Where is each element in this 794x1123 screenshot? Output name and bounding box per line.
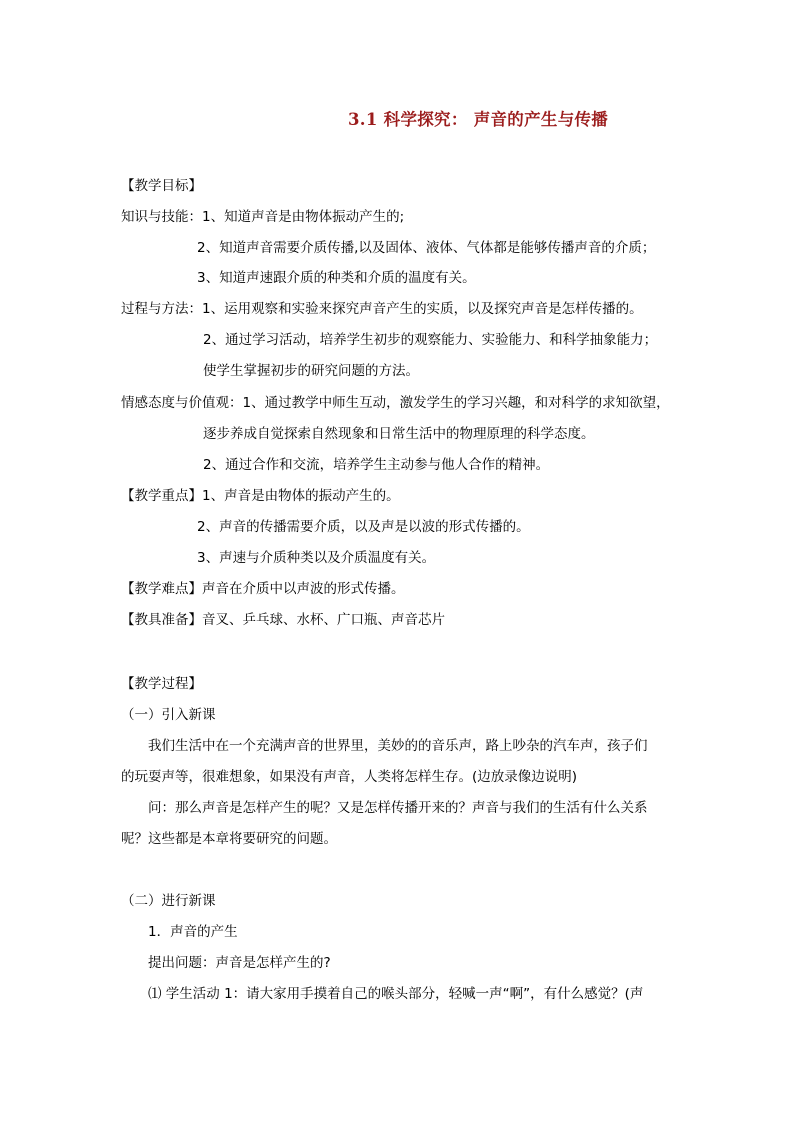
- paragraph-line: 呢？这些都是本章将要研究的问题。: [121, 831, 337, 847]
- document-title: 3.1 科学探究： 声音的产生与传播: [348, 110, 609, 129]
- section-heading-objectives: 【教学目标】: [121, 178, 202, 194]
- text-line: 使学生掌握初步的研究问题的方法。: [203, 363, 419, 379]
- section-heading-materials: 【教具准备】音叉、乒乓球、水杯、广口瓶、声音芯片: [121, 612, 445, 628]
- paragraph-line: 的玩耍声等，很难想象，如果没有声音，人类将怎样生存。(边放录像边说明): [121, 769, 578, 785]
- paragraph-line: 提出问题：声音是怎样产生的?: [148, 955, 331, 971]
- text-line: 情感态度与价值观：1、通过教学中师生互动，激发学生的学习兴趣，和对科学的求知欲望，: [121, 395, 670, 411]
- text-line: 3、知道声速跟介质的种类和介质的温度有关。: [197, 270, 476, 286]
- paragraph-line: 问：那么声音是怎样产生的呢？又是怎样传播开来的？声音与我们的生活有什么关系: [148, 800, 648, 816]
- text-line: 2、通过合作和交流，培养学生主动参与他人合作的精神。: [203, 457, 550, 473]
- text-line: 逐步养成自觉探索自然现象和日常生活中的物理原理的科学态度。: [203, 426, 595, 442]
- text-line: 过程与方法：1、运用观察和实验来探究声音产生的实质，以及探究声音是怎样传播的。: [121, 301, 643, 317]
- text-line: 2、通过学习活动，培养学生初步的观察能力、实验能力、和科学抽象能力；: [203, 332, 658, 348]
- text-line: 3、声速与介质种类以及介质温度有关。: [197, 550, 436, 566]
- text-line: 2、知道声音需要介质传播,以及固体、液体、气体都是能够传播声音的介质；: [197, 240, 656, 256]
- subsection-heading-intro: （一）引入新课: [121, 707, 216, 723]
- text-line: 知识与技能：1、知道声音是由物体振动产生的;: [121, 209, 405, 225]
- text-line: 2、声音的传播需要介质，以及声是以波的形式传播的。: [197, 519, 530, 535]
- section-heading-difficulties: 【教学难点】声音在介质中以声波的形式传播。: [121, 581, 405, 597]
- section-heading-key-points: 【教学重点】1、声音是由物体的振动产生的。: [121, 488, 400, 504]
- subsection-heading-sound-production: 1．声音的产生: [148, 924, 238, 940]
- paragraph-line: 我们生活中在一个充满声音的世界里，美妙的的音乐声，路上吵杂的汽车声，孩子们: [148, 738, 648, 754]
- paragraph-line: ⑴ 学生活动 1：请大家用手摸着自己的喉头部分，轻喊一声“啊”，有什么感觉？(声: [148, 986, 644, 1002]
- subsection-heading-new-lesson: （二）进行新课: [121, 893, 216, 909]
- section-heading-process: 【教学过程】: [121, 676, 202, 692]
